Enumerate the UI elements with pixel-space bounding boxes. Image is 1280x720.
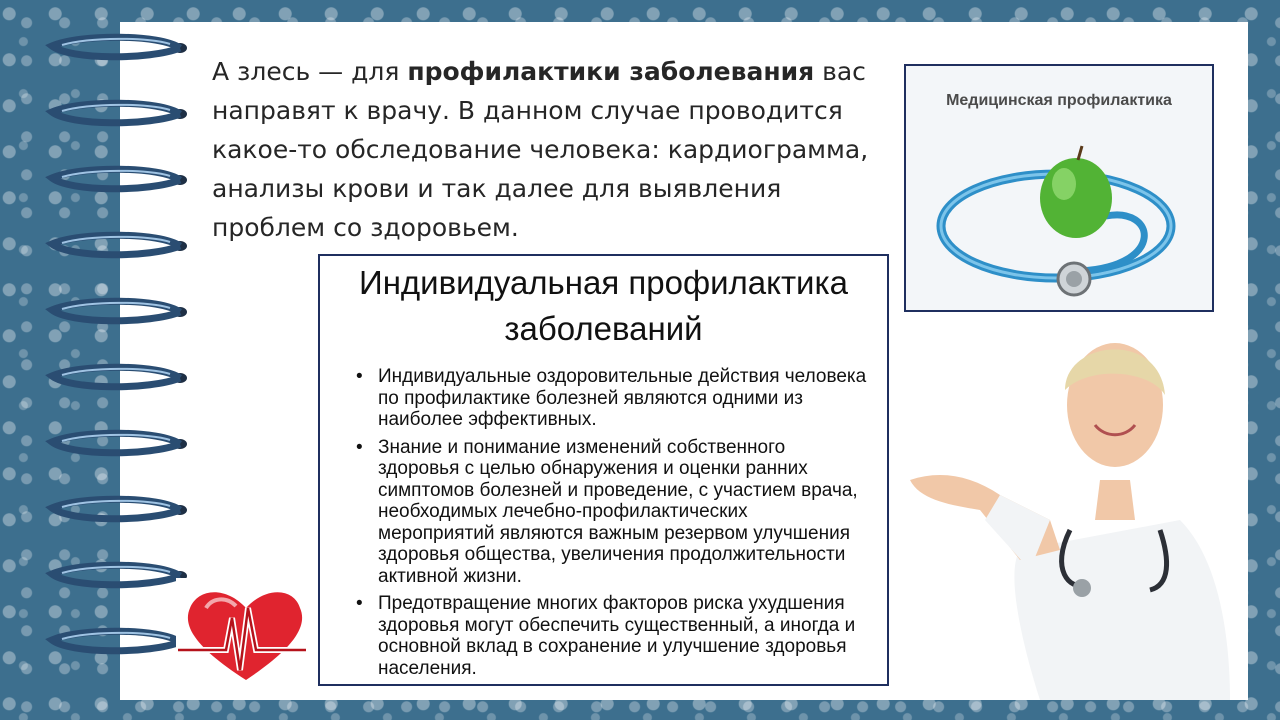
binding-ring bbox=[52, 301, 187, 321]
heart-box bbox=[176, 578, 308, 688]
binding-ring bbox=[52, 367, 187, 387]
list-item: • Знание и понимание изменений собственного здоровья с целью обнаружения и оценки ранних симптомов болезней и проведение, с участием врача, необходимых лечебно-профилактических мероприятий являются важным резервом улучшения здоровья общества, увеличения продолжительности активной жизни. bbox=[378, 437, 867, 588]
binding-ring bbox=[52, 103, 187, 123]
card-bullet-list bbox=[320, 366, 887, 679]
doctor-image bbox=[900, 320, 1240, 700]
intro-text-bold: профилактики заболевания bbox=[407, 57, 815, 86]
heart-ecg-icon bbox=[176, 578, 308, 688]
intro-text-end: вас направят к врачу. В данном случае проводится какое-то обследование человека: кардиограмма, анализы крови и так далее для выявления проблем со здоровьем. bbox=[212, 57, 869, 242]
intro-paragraph bbox=[212, 52, 902, 247]
binding-ring bbox=[52, 631, 187, 651]
binding-ring bbox=[52, 565, 187, 585]
binding-ring bbox=[52, 499, 187, 519]
list-item: • Индивидуальные оздоровительные действия человека по профилактике болезней являются одними из наиболее эффективных. bbox=[378, 366, 867, 431]
spiral-binding bbox=[40, 30, 190, 680]
card-title: Индивидуальная профилактика заболеваний bbox=[358, 264, 849, 347]
prevention-card bbox=[318, 254, 889, 686]
binding-ring bbox=[52, 433, 187, 453]
list-item: • Предотвращение многих факторов риска ухудшения здоровья могут обеспечить существенный, а иногда и основной вклад в сохранение и улучшение здоровья населения. bbox=[378, 593, 867, 679]
intro-text-start: А злесь — для bbox=[212, 57, 408, 86]
prevention-image-title: Медицинская профилактика bbox=[946, 92, 1172, 109]
binding-ring bbox=[52, 235, 187, 255]
prevention-image-box bbox=[904, 64, 1214, 312]
apple-stethoscope-image bbox=[906, 66, 1212, 310]
binding-ring bbox=[52, 169, 187, 189]
binding-ring bbox=[52, 37, 187, 57]
